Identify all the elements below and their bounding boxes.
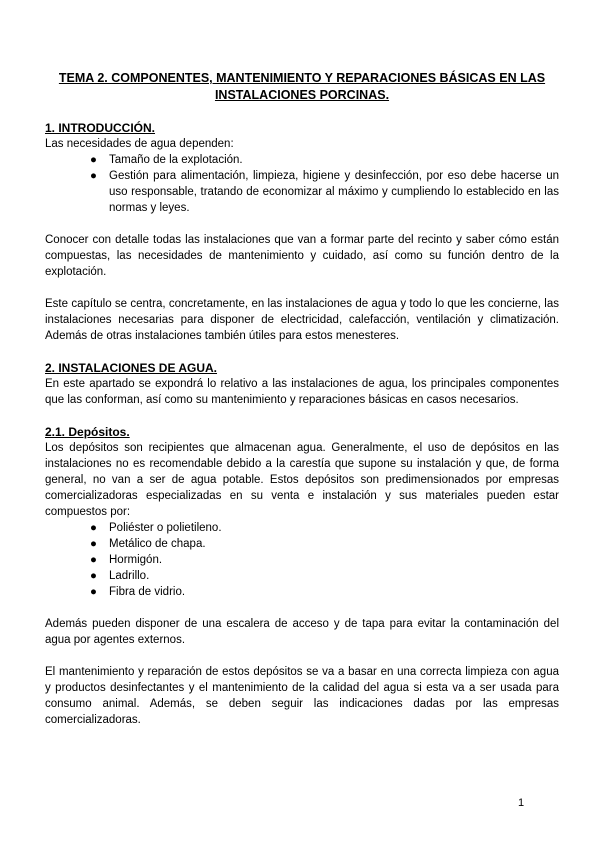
document-page	[45, 70, 559, 728]
bullet-icon: ●	[90, 522, 97, 534]
list-item: ● Tamaño de la explotación.	[90, 154, 243, 166]
depositos-paragraph-3: El mantenimiento y reparación de estos depósitos se va a basar en una correcta limpieza con agua y productos desinfectantes y el mantenimiento de la calidad del agua si esta va a ser usada para consumo animal. Además, se deben seguir las indicaciones dadas por las empresas comercializadoras.	[45, 666, 559, 726]
list-item: ● Ladrillo.	[90, 570, 150, 582]
section-heading-instalaciones-agua: 2. INSTALACIONES DE AGUA.	[45, 361, 218, 375]
list-item: ● Fibra de vidrio.	[90, 586, 186, 598]
intro-paragraph-2: Este capítulo se centra, concretamente, en las instalaciones de agua y todo lo que les concierne, las instalaciones necesarias para disponer de electricidad, calefacción, ventilación y climatización. Además de otras instalaciones también útiles para estos menesteres.	[45, 298, 559, 342]
bullet-icon: ●	[90, 170, 97, 182]
materials-bullet-list	[45, 520, 559, 600]
list-item: ● Metálico de chapa.	[90, 538, 206, 550]
intro-bullet-list	[45, 152, 559, 216]
intro-paragraph-1: Conocer con detalle todas las instalaciones que van a formar parte del recinto y saber cómo están compuestas, las necesidades de mantenimiento y cuidado, así como su función dentro de la explotación.	[45, 234, 559, 278]
bullet-icon: ●	[90, 586, 97, 598]
bullet-icon: ●	[90, 154, 97, 166]
list-item: ● Poliéster o polietileno.	[90, 522, 222, 534]
list-item: ● Hormigón.	[90, 554, 163, 566]
agua-paragraph: En este apartado se expondrá lo relativo a las instalaciones de agua, los principales componentes que las conforman, así como su mantenimiento y reparaciones básicas en casos necesarios.	[45, 378, 559, 406]
depositos-paragraph-2: Además pueden disponer de una escalera de acceso y de tapa para evitar la contaminación del agua por agentes externos.	[45, 618, 559, 646]
bullet-icon: ●	[90, 538, 97, 550]
intro-lead: Las necesidades de agua dependen:	[45, 138, 234, 150]
section-heading-introduccion: 1. INTRODUCCIÓN.	[45, 121, 156, 135]
page-number: 1	[518, 797, 525, 809]
section-heading-depositos: 2.1. Depósitos.	[45, 425, 130, 439]
bullet-icon: ●	[90, 570, 97, 582]
list-item: ● Gestión para alimentación, limpieza, higiene y desinfección, por eso debe hacerse un uso responsable, tratando de economizar al máximo y cumpliendo lo establecido en las normas y leyes.	[90, 170, 559, 214]
document-title: TEMA 2. COMPONENTES, MANTENIMIENTO Y REPARACIONES BÁSICAS EN LAS INSTALACIONES PORCINAS.	[58, 71, 546, 102]
depositos-paragraph: Los depósitos son recipientes que almacenan agua. Generalmente, el uso de depósitos en las instalaciones no es recomendable debido a la carestía que supone su instalación y que, de forma general, no van a ser de agua potable. Estos depósitos son predimensionados por empresas comercializadoras especializadas en su venta e instalación y sus materiales pueden estar compuestos por:	[45, 442, 559, 518]
bullet-icon: ●	[90, 554, 97, 566]
